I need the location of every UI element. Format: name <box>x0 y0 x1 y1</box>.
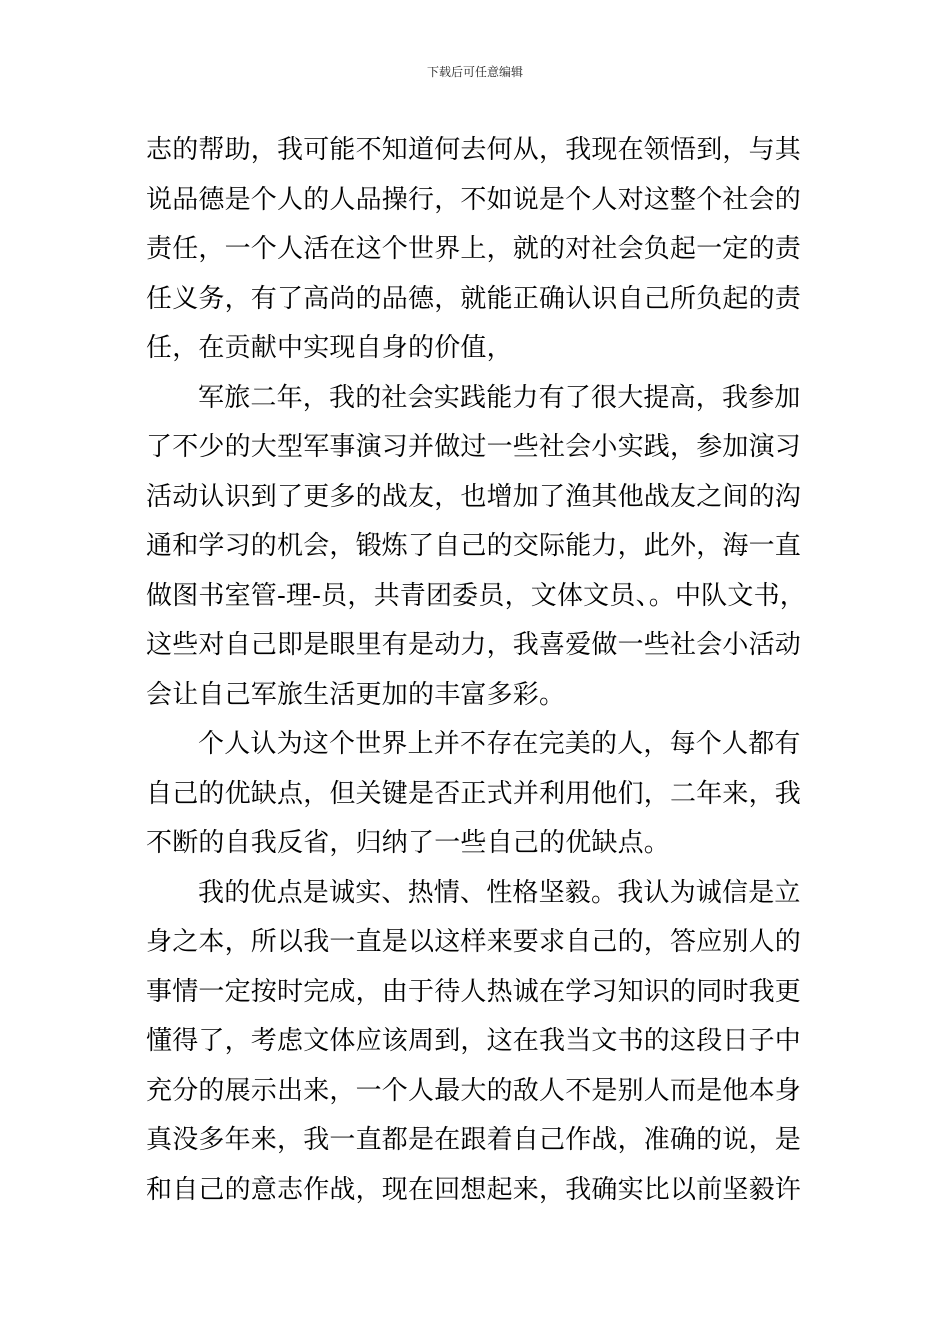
paragraph <box>146 720 826 869</box>
text-line: 军旅二年，我的社会实践能力有了很大提高，我参加 <box>198 382 801 413</box>
text-line: 通和学习的机会，锻炼了自己的交际能力，此外，海一直 <box>146 531 802 561</box>
text-line: 充分的展示出来，一个人最大的敌人不是别人而是他本身 <box>146 1075 802 1106</box>
paragraph <box>146 869 826 1216</box>
page-header: 下载后可任意编辑 <box>426 65 523 79</box>
text-line: 不断的自我反省，归纳了一些自己的优缺点。 <box>146 828 671 858</box>
text-line: 自己的优缺点，但关键是否正式并利用他们，二年来，我 <box>146 778 802 809</box>
paragraph <box>146 374 826 721</box>
text-line: 个人认为这个世界上并不存在完美的人，每个人都有 <box>198 729 801 759</box>
text-line: 任，在贡献中实现自身的价值， <box>146 333 513 363</box>
paragraph <box>146 126 826 374</box>
text-line: 身之本，所以我一直是以这样来要求自己的，答应别人的 <box>146 927 802 957</box>
text-line: 志的帮助，我可能不知道何去何从，我现在领悟到，与其 <box>146 135 802 165</box>
text-line: 做图书室管-理-员，共青团委员，文体文员、。中队文书， <box>146 580 806 611</box>
text-line: 懂得了，考虑文体应该周到，这在我当文书的这段日子中 <box>146 1026 802 1056</box>
text-line: 事情一定按时完成，由于待人热诚在学习知识的同时我更 <box>146 976 802 1007</box>
text-line: 这些对自己即是眼里有是动力，我喜爱做一些社会小活动 <box>146 630 802 660</box>
text-line: 任义务，有了高尚的品德，就能正确认识自己所负起的责 <box>146 283 802 314</box>
text-line: 和自己的意志作战，现在回想起来，我确实比以前坚毅许 <box>146 1174 802 1205</box>
text-line: 真没多年来，我一直都是在跟着自己作战，准确的说，是 <box>146 1125 802 1155</box>
text-line: 我的优点是诚实、热情、性格坚毅。我认为诚信是立 <box>198 877 801 908</box>
text-line: 活动认识到了更多的战友，也增加了渔其他战友之间的沟 <box>146 481 802 512</box>
text-line: 责任，一个人活在这个世界上，就的对社会负起一定的责 <box>146 234 802 264</box>
text-line: 会让自己军旅生活更加的丰富多彩。 <box>146 679 566 710</box>
text-line: 了不少的大型军事演习并做过一些社会小实践，参加演习 <box>146 432 802 462</box>
text-line: 说品德是个人的人品操行，不如说是个人对这整个社会的 <box>146 184 802 215</box>
document-body <box>146 126 826 1215</box>
